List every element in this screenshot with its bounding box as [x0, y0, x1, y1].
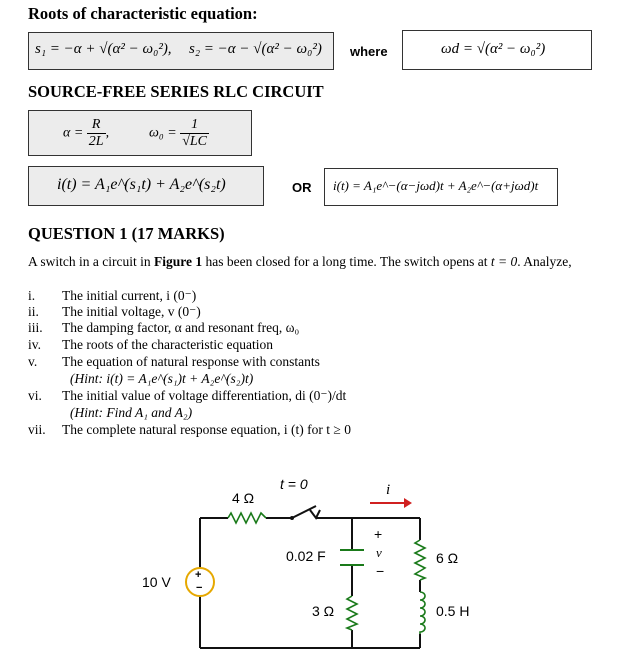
- alpha-sep: ,: [105, 125, 110, 141]
- intro-part1: A switch in a circuit in: [28, 254, 154, 269]
- current-label: i: [386, 482, 391, 498]
- resistor-4ohm: [228, 513, 266, 523]
- r3-label: 3 Ω: [312, 603, 335, 619]
- resistor-3ohm: [347, 596, 357, 630]
- r6-label: 6 Ω: [436, 550, 459, 566]
- omega0-den: √LC: [182, 134, 208, 149]
- intro-part2: has been closed for a long time. The switch opens at: [202, 254, 491, 269]
- cap-label: 0.02 F: [286, 548, 326, 564]
- v-label: v: [376, 545, 382, 560]
- intro-t-eq: t = 0: [490, 254, 518, 269]
- intro-part3: . Analyze,: [517, 254, 572, 269]
- resistor-6ohm: [415, 540, 425, 580]
- switch-contact-right: [310, 510, 320, 518]
- source-label: 10 V: [142, 574, 171, 590]
- hint-vi: (Hint: Find A₁ and A₂): [70, 405, 193, 420]
- switch-label: t = 0: [280, 476, 308, 492]
- list-item: iii. The damping factor, α and resonant freq, ω₀: [28, 320, 300, 335]
- current-arrow-head: [404, 498, 412, 508]
- omega0-lhs: ω₀ =: [149, 125, 177, 141]
- list-item: i. The initial current, i (0⁻): [28, 288, 197, 303]
- omega0-num: 1: [180, 117, 209, 134]
- response-formula-1: i(t) = A₁e^(s₁t) + A₂e^(s₂t): [57, 176, 226, 193]
- inductor-coil: [420, 592, 425, 634]
- list-item: vii. The complete natural response equation, i (t) for t ≥ 0: [28, 422, 351, 437]
- list-item: iv. The roots of the characteristic equation: [28, 337, 274, 352]
- inductor-label: 0.5 H: [436, 603, 470, 619]
- r1-label: 4 Ω: [232, 490, 255, 506]
- source-plus: +: [195, 569, 202, 581]
- hint-v: (Hint: i(t) = A₁e^(s₁)t + A₂e^(s₂)t): [70, 371, 254, 386]
- v-minus: −: [376, 563, 385, 579]
- figure-ref: Figure 1: [153, 254, 203, 269]
- rlc-heading: SOURCE-FREE SERIES RLC CIRCUIT: [28, 82, 324, 101]
- list-item: ii. The initial voltage, v (0⁻): [28, 304, 201, 319]
- or-label: OR: [292, 180, 312, 195]
- root-s1: s₁ = −α + √(α² − ω₀²),: [35, 41, 172, 57]
- roots-heading: Roots of characteristic equation:: [28, 4, 258, 23]
- response-formula-2: i(t) = A₁e^−(α−jωd)t + A₂e^−(α+jωd)t: [333, 178, 539, 193]
- source-minus: −: [196, 582, 203, 594]
- switch-contact-left: [290, 516, 294, 520]
- list-item: v. The equation of natural response with constants: [28, 354, 320, 369]
- list-item: vi. The initial value of voltage differentiation, di (0⁻)/dt: [28, 388, 347, 403]
- root-s2: s₂ = −α − √(α² − ω₀²): [189, 41, 322, 57]
- v-plus: +: [374, 526, 383, 542]
- alpha-num: R: [87, 117, 106, 134]
- question-title: QUESTION 1 (17 MARKS): [28, 224, 225, 243]
- where-label: where: [350, 44, 388, 59]
- wd-formula: ωd = √(α² − ω₀²): [441, 41, 546, 57]
- alpha-lhs: α =: [63, 125, 84, 141]
- alpha-den: 2L: [88, 134, 104, 149]
